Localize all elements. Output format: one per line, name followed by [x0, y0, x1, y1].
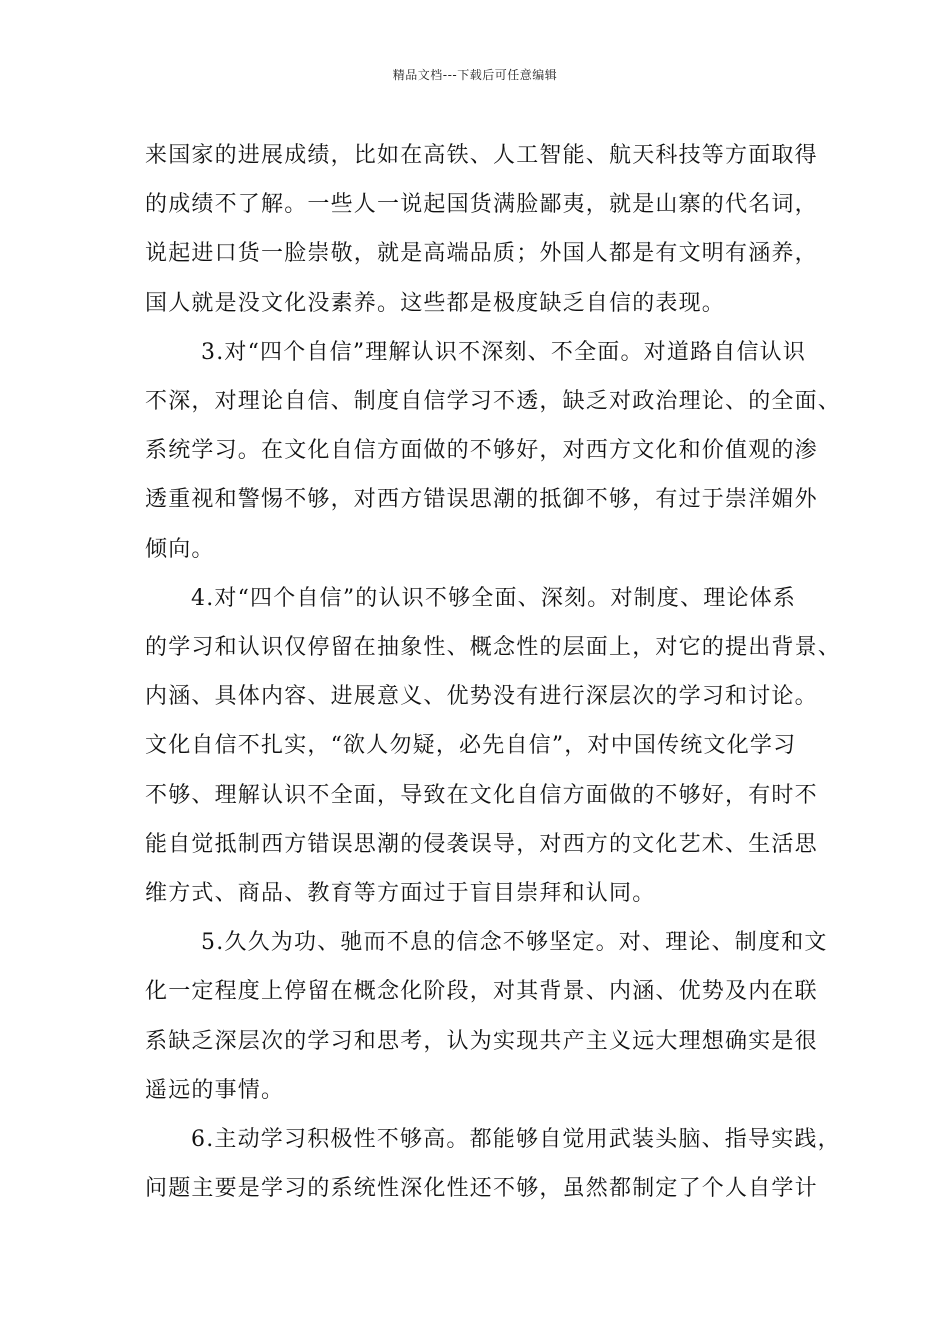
text-line: 国人就是没文化没素养。这些都是极度缺乏自信的表现。 — [145, 290, 726, 316]
paragraph-4-start: 4.对“四个自信”的认识不够全面、深刻。对制度、理论体系 — [191, 585, 797, 611]
text-line: 问题主要是学习的系统性深化性还不够，虽然都制定了个人自学计 — [145, 1176, 818, 1202]
text-line: 不深，对理论自信、制度自信学习不透，缺乏对政治理论、的全面、 — [145, 389, 842, 415]
document-body — [145, 131, 842, 1213]
text-line: 来国家的进展成绩，比如在高铁、人工智能、航天科技等方面取得 — [145, 143, 818, 168]
text-line: 系统学习。在文化自信方面做的不够好，对西方文化和价值观的渗 — [145, 438, 818, 464]
text-line: 化一定程度上停留在概念化阶段，对其背景、内涵、优势及内在联 — [145, 979, 818, 1005]
paragraph-3-start: 3.对“四个自信”理解认识不深刻、不全面。对道路自信认识 — [201, 339, 807, 365]
text-line: 说起进口货一脸崇敬，就是高端品质；外国人都是有文明有涵养， — [145, 241, 818, 267]
paragraph-5-start: 5.久久为功、驰而不息的信念不够坚定。对、理论、制度和文 — [201, 930, 828, 956]
text-line: 的成绩不了解。一些人一说起国货满脸鄙夷，就是山寨的代名词， — [145, 192, 818, 218]
text-line: 倾向。 — [145, 536, 215, 562]
text-line: 透重视和警惕不够，对西方错误思潮的抵御不够，有过于崇洋媚外 — [145, 487, 818, 513]
text-line: 不够、理解认识不全面，导致在文化自信方面做的不够好，有时不 — [145, 782, 818, 808]
paragraph-6-start: 6.主动学习积极性不够高。都能够自觉用武装头脑、指导实践， — [191, 1127, 841, 1153]
text-line: 系缺乏深层次的学习和思考，认为实现共产主义远大理想确实是很 — [145, 1028, 818, 1054]
page-header: 精品文档---下载后可任意编辑 — [392, 68, 558, 82]
text-line: 维方式、商品、教育等方面过于盲目崇拜和认同。 — [145, 881, 656, 907]
text-line: 的学习和认识仅停留在抽象性、概念性的层面上，对它的提出背景、 — [145, 635, 842, 661]
text-line: 能自觉抵制西方错误思潮的侵袭误导，对西方的文化艺术、生活思 — [145, 831, 818, 857]
text-line: 遥远的事情。 — [145, 1077, 285, 1103]
text-line: 文化自信不扎实，“欲人勿疑，必先自信”，对中国传统文化学习 — [145, 733, 797, 759]
text-line: 内涵、具体内容、进展意义、优势没有进行深层次的学习和讨论。 — [145, 684, 818, 710]
